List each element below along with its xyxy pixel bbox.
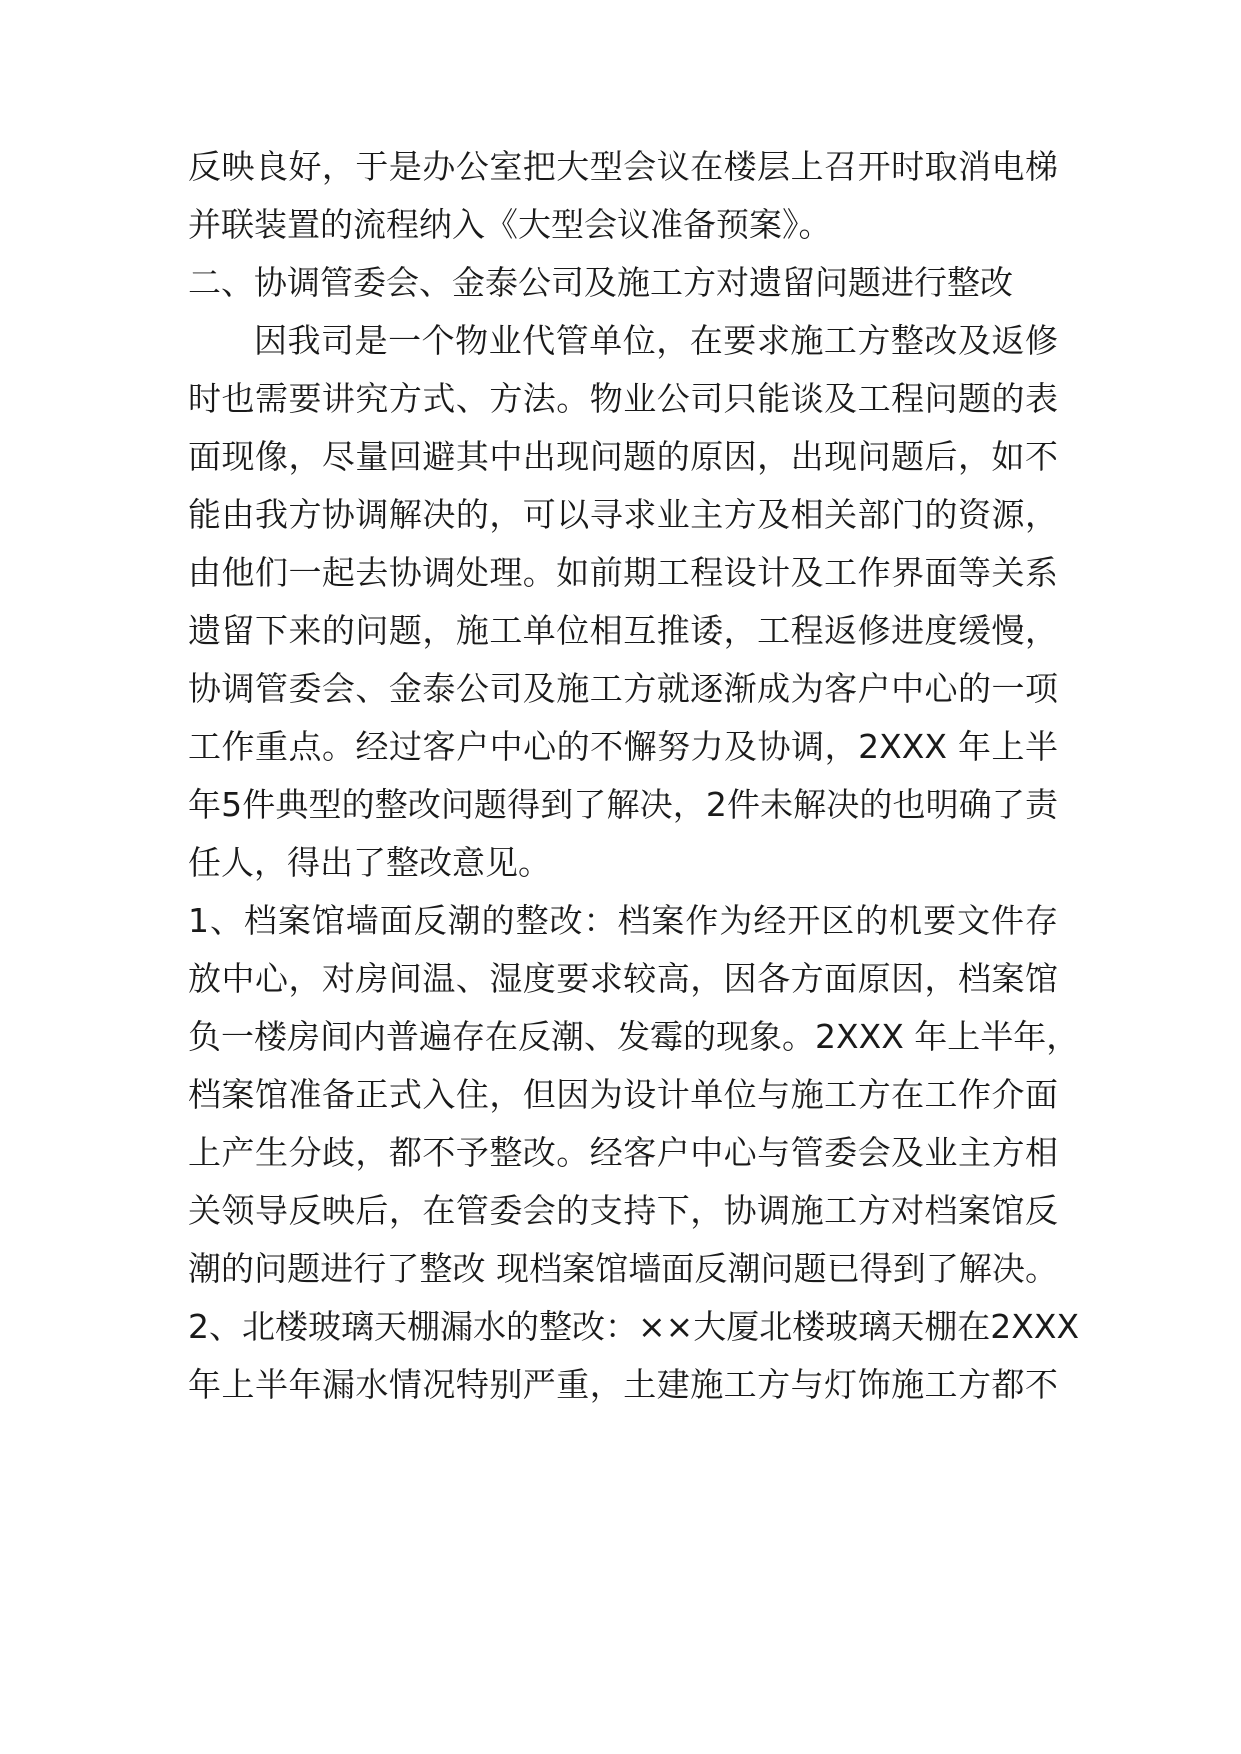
text-line: 时也需要讲究方式、方法。物业公司只能谈及工程问题的表 bbox=[188, 379, 1058, 418]
text-line: 工作重点。经过客户中心的不懈努力及协调，2XXX 年上半 bbox=[188, 727, 1058, 766]
text-line: 协调管委会、金泰公司及施工方就逐渐成为客户中心的一项 bbox=[188, 669, 1058, 708]
text-line: 面现像，尽量回避其中出现问题的原因，出现问题后，如不 bbox=[188, 437, 1058, 476]
text-line: 由他们一起去协调处理。如前期工程设计及工作界面等关系 bbox=[188, 553, 1058, 592]
text-line: 上产生分歧，都不予整改。经客户中心与管委会及业主方相 bbox=[188, 1133, 1058, 1172]
text-line: 年上半年漏水情况特别严重，土建施工方与灯饰施工方都不 bbox=[188, 1365, 1058, 1404]
text-line: 遗留下来的问题，施工单位相互推诿，工程返修进度缓慢， bbox=[188, 611, 1058, 650]
section-heading: 二、协调管委会、金泰公司及施工方对遗留问题进行整改 bbox=[188, 263, 1013, 302]
text-line: 潮的问题进行了整改 现档案馆墙面反潮问题已得到了解决。 bbox=[188, 1249, 1058, 1288]
text-line: 任人，得出了整改意见。 bbox=[188, 843, 551, 882]
text-line: 关领导反映后，在管委会的支持下，协调施工方对档案馆反 bbox=[188, 1191, 1058, 1230]
text-line: 并联装置的流程纳入《大型会议准备预案》。 bbox=[188, 205, 832, 244]
text-line: 因我司是一个物业代管单位，在要求施工方整改及返修 bbox=[254, 321, 1058, 360]
text-line: 反映良好，于是办公室把大型会议在楼层上召开时取消电梯 bbox=[188, 147, 1058, 186]
text-line: 档案馆准备正式入住，但因为设计单位与施工方在工作介面 bbox=[188, 1075, 1058, 1114]
text-line: 负一楼房间内普遍存在反潮、发霉的现象。2XXX 年上半年， bbox=[188, 1017, 1080, 1056]
list-item-heading: 1、档案馆墙面反潮的整改：档案作为经开区的机要文件存 bbox=[188, 901, 1058, 940]
text-line: 放中心，对房间温、湿度要求较高，因各方面原因，档案馆 bbox=[188, 959, 1058, 998]
text-line: 能由我方协调解决的，可以寻求业主方及相关部门的资源， bbox=[188, 495, 1058, 534]
text-line: 年5件典型的整改问题得到了解决，2件未解决的也明确了责 bbox=[188, 785, 1058, 824]
list-item-heading: 2、北楼玻璃天棚漏水的整改：××大厦北楼玻璃天棚在2XXX bbox=[188, 1307, 1080, 1346]
